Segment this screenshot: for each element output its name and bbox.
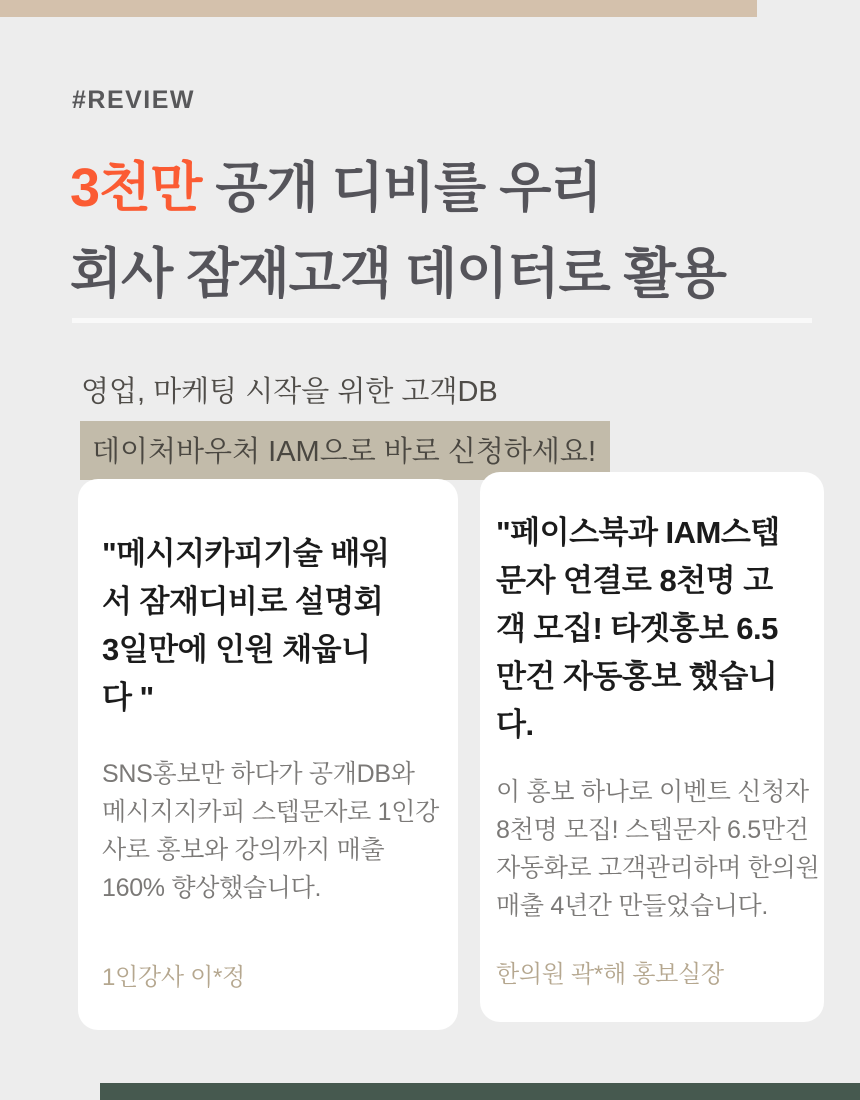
quote-line: 객 모집! 타겟홍보 6.5 bbox=[496, 611, 778, 646]
testimonial-card-1 bbox=[78, 479, 458, 1030]
quote-line: 다 " bbox=[102, 680, 154, 715]
quote-line: "메시지카피기술 배워 bbox=[102, 536, 390, 571]
testimonial-body bbox=[102, 755, 438, 907]
body-line: 자동화로 고객관리하며 한의원 bbox=[496, 854, 820, 882]
title-accent-text: 3천만 bbox=[70, 158, 202, 218]
quote-line: "페이스북과 IAM스텝 bbox=[496, 515, 780, 550]
body-line: 매출 4년간 만들었습니다. bbox=[496, 892, 769, 920]
cta-highlight-text: 데이처바우처 IAM으로 바로 신청하세요! bbox=[80, 421, 610, 480]
title-divider bbox=[72, 318, 812, 323]
body-line: 메시지지카피 스텝문자로 1인강 bbox=[102, 798, 439, 826]
testimonial-attribution: 한의원 곽*해 홍보실장 bbox=[496, 961, 724, 988]
top-accent-bar bbox=[0, 0, 757, 17]
title-rest-text: 공개 디비를 우리 bbox=[201, 158, 602, 218]
quote-line: 만건 자동홍보 했습니 bbox=[496, 659, 778, 694]
testimonial-card-2 bbox=[480, 472, 824, 1022]
quote-line: 다. bbox=[496, 707, 534, 742]
body-line: 8천명 모집! 스텝문자 6.5만건 bbox=[496, 816, 809, 844]
testimonial-attribution: 1인강사 이*정 bbox=[102, 964, 245, 991]
body-line: 사로 홍보와 강의까지 매출 bbox=[102, 836, 385, 864]
testimonial-quote bbox=[496, 509, 810, 749]
page-title bbox=[70, 145, 726, 317]
testimonial-body bbox=[496, 773, 820, 925]
quote-line: 서 잠재디비로 설명회 bbox=[102, 584, 384, 619]
hashtag-label: #REVIEW bbox=[72, 86, 196, 114]
quote-line: 문자 연결로 8천명 고 bbox=[496, 563, 773, 598]
body-line: 160% 향상했습니다. bbox=[102, 874, 322, 902]
body-line: 이 홍보 하나로 이벤트 신청자 bbox=[496, 778, 809, 806]
testimonial-quote bbox=[102, 530, 438, 722]
subtitle-text: 영업, 마케팅 시작을 위한 고객DB bbox=[81, 376, 498, 408]
title-line-1 bbox=[70, 145, 726, 231]
title-line-2: 회사 잠재고객 데이터로 활용 bbox=[70, 244, 726, 304]
body-line: SNS홍보만 하다가 공개DB와 bbox=[102, 760, 415, 788]
quote-line: 3일만에 인원 채웁니 bbox=[102, 632, 371, 667]
bottom-accent-bar bbox=[100, 1083, 860, 1100]
